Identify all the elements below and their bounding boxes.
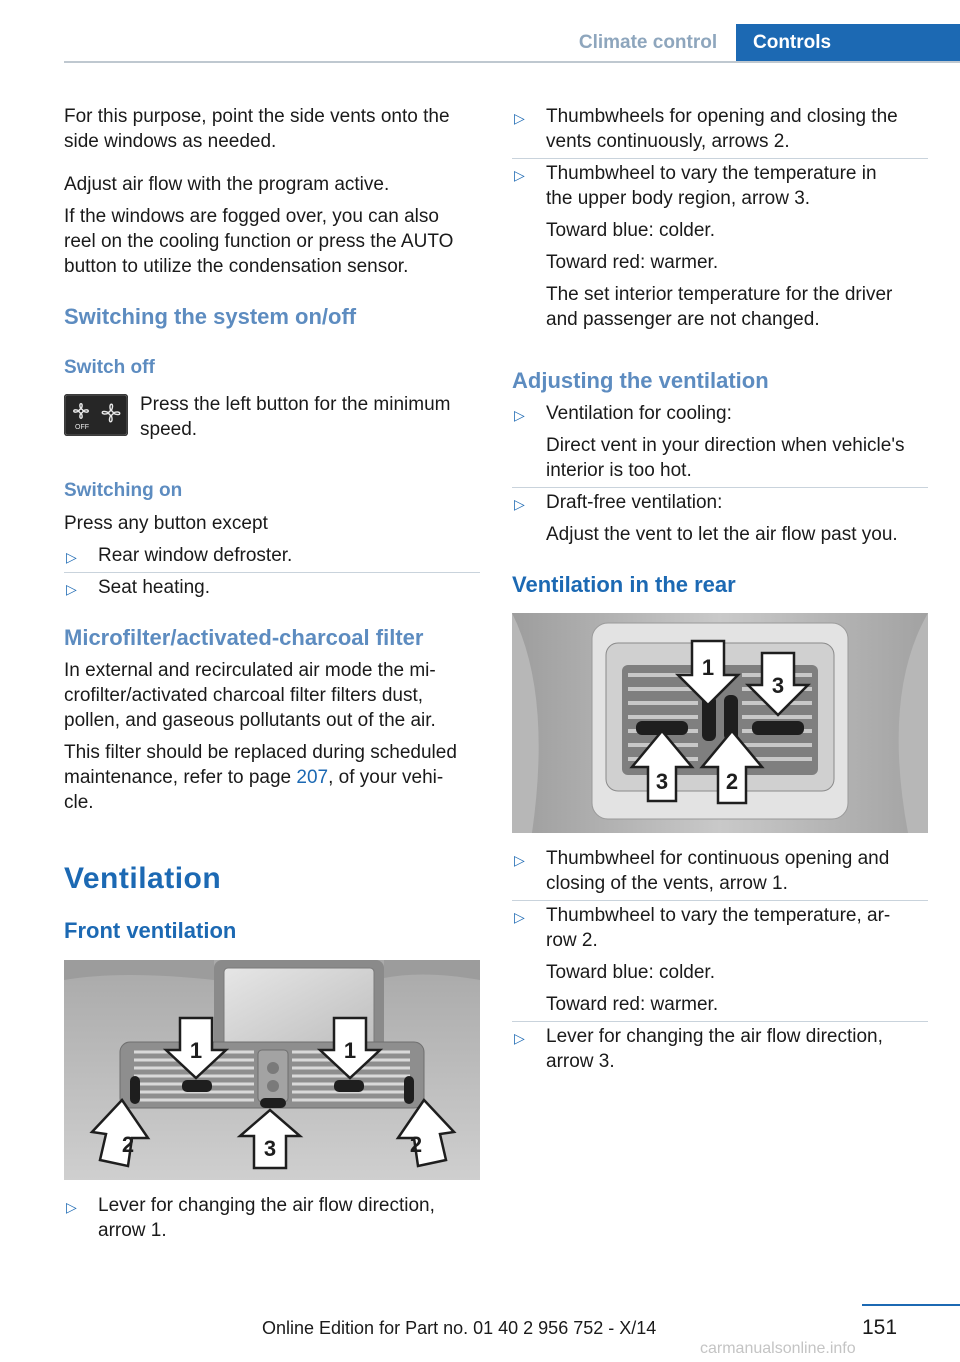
arrow-label: 2: [725, 769, 739, 794]
arrow-label: 3: [655, 769, 669, 794]
heading-rear-ventilation: Ventilation in the rear: [512, 572, 736, 597]
intro-paragraph: For this purpose, point the side vents onto the side windows as needed.: [64, 106, 450, 152]
heading-switching-system: Switching the system on/off: [64, 304, 357, 329]
bullet-icon: ▷: [514, 852, 525, 868]
arrow-label: 1: [189, 1038, 203, 1063]
bullet-icon: ▷: [514, 407, 525, 423]
heading-switching-on: Switching on: [64, 480, 183, 501]
rear-ventilation-illustration: [512, 613, 928, 833]
svg-text:OFF: OFF: [75, 424, 89, 431]
footer-rule: [862, 1304, 960, 1306]
arrow-label: 3: [263, 1136, 277, 1161]
list-item: Seat heating.: [98, 577, 210, 598]
switch-off-description: Press the left button for the minimum speed.: [140, 394, 451, 440]
page-reference-link[interactable]: 207: [296, 767, 329, 788]
heading-front-ventilation: Front ventilation: [64, 918, 237, 943]
microfilter-replacement-paragraph: This filter should be replaced during scheduled maintenance, refer to page 207, of your vehi‐ cle.: [64, 742, 457, 813]
watermark: carmanualsonline.info: [700, 1340, 856, 1357]
bullet-icon: ▷: [514, 167, 525, 183]
arrow-label: 3: [771, 673, 785, 698]
switching-on-intro: Press any button except: [64, 513, 268, 534]
fan-off-button-icon: [64, 394, 128, 436]
sub-text: Adjust the vent to let the air flow past you.: [546, 524, 898, 545]
list-item: Thumbwheels for opening and closing the vents continuously, arrows 2.: [546, 106, 898, 152]
arrow-label: 1: [343, 1038, 357, 1063]
sub-text: Direct vent in your direction when vehicle's interior is too hot.: [546, 435, 905, 481]
header-rule: [64, 61, 960, 63]
sub-text: Toward red: warmer.: [546, 252, 719, 273]
bullet-icon: ▷: [66, 581, 77, 597]
list-item: Lever for changing the air flow direction, arrow 3.: [546, 1026, 883, 1072]
divider: [512, 1021, 928, 1022]
list-item: Thumbwheel to vary the temperature, ar‐ row 2.: [546, 905, 891, 951]
list-item: Rear window defroster.: [98, 545, 293, 566]
divider: [512, 900, 928, 901]
adjust-air-flow-text: Adjust air flow with the program active.: [64, 174, 390, 195]
heading-microfilter: Microfilter/activated-charcoal filter: [64, 625, 424, 650]
edition-footer: Online Edition for Part no. 01 40 2 956 752 - X/14: [262, 1318, 657, 1338]
bullet-icon: ▷: [66, 549, 77, 565]
bullet-icon: ▷: [514, 496, 525, 512]
sub-text: Toward blue: colder.: [546, 220, 715, 241]
bullet-icon: ▷: [514, 110, 525, 126]
header-section-tab: Climate control: [578, 32, 718, 53]
sub-text: Toward red: warmer.: [546, 994, 719, 1015]
divider: [64, 572, 480, 573]
header-chapter-tab: Controls: [736, 24, 960, 62]
divider: [512, 158, 928, 159]
microfilter-paragraph: In external and recirculated air mode the mi‐ crofilter/activated charcoal filter filters dust, pollen, and gaseous pollutants out of the air.: [64, 660, 436, 731]
arrow-label: 2: [121, 1132, 135, 1157]
heading-ventilation: Ventilation: [64, 862, 222, 895]
fogged-windows-paragraph: If the windows are fogged over, you can also reel on the cooling function or press the AUTO button to utilize the condensation sensor.: [64, 206, 454, 277]
list-item: Draft-free ventilation:: [546, 492, 723, 513]
list-item: Thumbwheel to vary the temperature in the upper body region, arrow 3.: [546, 163, 877, 209]
bullet-icon: ▷: [514, 909, 525, 925]
sub-text: The set interior temperature for the driver and passenger are not changed.: [546, 284, 893, 330]
page-number: 151: [862, 1316, 898, 1339]
bullet-icon: ▷: [514, 1030, 525, 1046]
arrow-label: 2: [409, 1132, 423, 1157]
heading-adjusting-ventilation: Adjusting the ventilation: [512, 368, 769, 393]
list-item: Ventilation for cooling:: [546, 403, 732, 424]
divider: [512, 487, 928, 488]
heading-switch-off: Switch off: [64, 357, 155, 378]
bullet-icon: ▷: [66, 1199, 77, 1215]
list-item: Lever for changing the air flow direction, arrow 1.: [98, 1195, 435, 1241]
arrow-label: 1: [701, 655, 715, 680]
list-item: Thumbwheel for continuous opening and closing of the vents, arrow 1.: [546, 848, 890, 894]
sub-text: Toward blue: colder.: [546, 962, 715, 983]
front-ventilation-illustration: [64, 960, 480, 1180]
